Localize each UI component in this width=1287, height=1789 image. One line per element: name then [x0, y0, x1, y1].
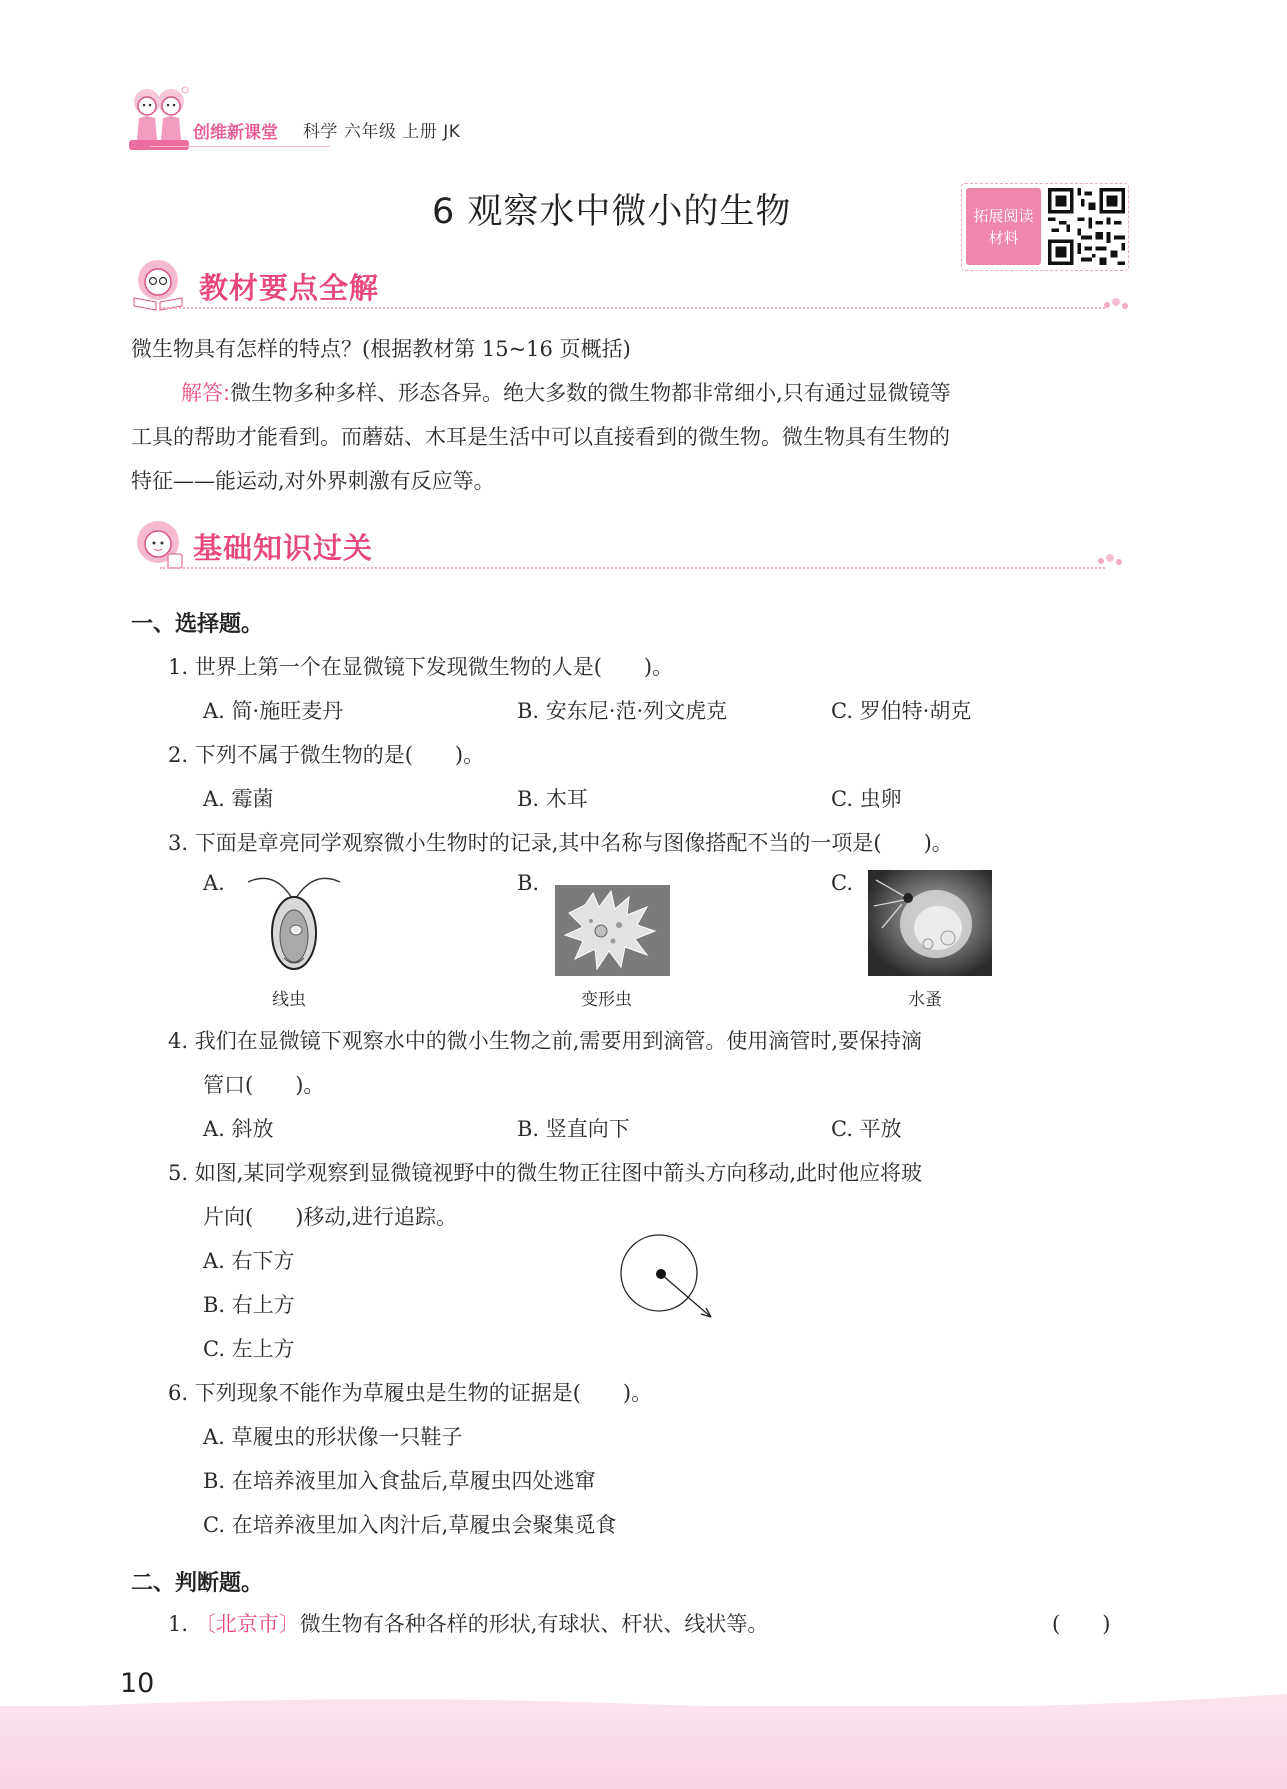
question-3-stem: 3. 下面是章亮同学观察微小生物时的记录,其中名称与图像搭配不当的一项是( )。 — [168, 831, 953, 855]
book-info: 科学 六年级 上册 JK — [303, 122, 461, 142]
judgment-1-answer-bracket: ( ) — [1052, 1612, 1111, 1636]
ext-label-line2: 材料 — [988, 228, 1019, 247]
question-4-stem-line2: 管口( )。 — [203, 1073, 325, 1097]
amoeba-image — [555, 885, 670, 976]
kids-logo-icon — [127, 84, 191, 154]
caption-nematode: 线虫 — [272, 990, 306, 1010]
judgment-1-number: 1. — [168, 1612, 189, 1636]
q6-option-c: C. 在培养液里加入肉汁后,草履虫会聚集觅食 — [203, 1513, 617, 1537]
q5-option-b: B. 右上方 — [203, 1293, 295, 1317]
q1-option-b: B. 安东尼·范·列文虎克 — [517, 699, 728, 723]
dots-decoration-icon — [1097, 554, 1127, 568]
q4-option-c: C. 平放 — [831, 1117, 902, 1141]
section-divider — [160, 307, 1105, 309]
question-6-stem: 6. 下列现象不能作为草履虫是生物的证据是( )。 — [168, 1381, 653, 1405]
q3-option-b: B. — [517, 871, 540, 895]
section-divider — [160, 567, 1105, 569]
q3-option-c: C. — [831, 871, 853, 895]
question-2-stem: 2. 下列不属于微生物的是( )。 — [168, 743, 485, 767]
page-number: 10 — [120, 1668, 155, 1699]
answer-label: 解答: — [181, 381, 231, 405]
question-5-stem-line2: 片向( )移动,进行追踪。 — [203, 1205, 458, 1229]
qr-code-icon[interactable] — [1048, 188, 1125, 265]
question-5-stem-line1: 5. 如图,某同学观察到显微镜视野中的微生物正往图中箭头方向移动,此时他应将玻 — [168, 1161, 923, 1185]
q4-option-a: A. 斜放 — [203, 1117, 274, 1141]
q6-option-a: A. 草履虫的形状像一只鞋子 — [203, 1425, 463, 1449]
question-4-stem-line1: 4. 我们在显微镜下观察水中的微小生物之前,需要用到滴管。使用滴管时,要保持滴 — [168, 1029, 923, 1053]
q1-option-c: C. 罗伯特·胡克 — [831, 699, 972, 723]
reading-kid-icon — [128, 258, 186, 312]
q1-option-a: A. 简·施旺麦丹 — [203, 699, 344, 723]
caption-amoeba: 变形虫 — [581, 990, 632, 1010]
judgment-1-text: 微生物有各种各样的形状,有球状、杆状、线状等。 — [299, 1612, 769, 1636]
caption-water-flea: 水蚤 — [908, 990, 942, 1010]
header-divider — [150, 146, 330, 147]
q4-option-b: B. 竖直向下 — [517, 1117, 630, 1141]
part-heading-choice: 一、选择题。 — [131, 612, 264, 637]
q2-option-c: C. 虫卵 — [831, 787, 902, 811]
part-heading-judgment: 二、判断题。 — [131, 1571, 264, 1596]
microscope-field-diagram — [614, 1232, 724, 1324]
answer-line-3: 特征——能运动,对外界刺激有反应等。 — [131, 469, 495, 493]
question-1-stem: 1. 世界上第一个在显微镜下发现微生物的人是( )。 — [168, 655, 674, 679]
footer-band — [0, 1706, 1287, 1789]
answer-text-1: 微生物多种多样、形态各异。绝大多数的微生物都非常细小,只有通过显微镜等 — [230, 381, 951, 405]
q3-option-a: A. — [203, 871, 225, 895]
extended-reading-label[interactable] — [966, 188, 1041, 265]
judgment-1 — [168, 1608, 768, 1638]
key-question: 微生物具有怎样的特点？(根据教材第 15~16 页概括) — [131, 337, 631, 361]
brand-name: 创维新课堂 — [193, 123, 278, 143]
q5-option-c: C. 左上方 — [203, 1337, 295, 1361]
answer-line-1 — [181, 377, 951, 407]
dots-decoration-icon — [1103, 298, 1133, 312]
q2-option-b: B. 木耳 — [517, 787, 588, 811]
page-title: 6 观察水中微小的生物 — [432, 192, 792, 232]
q6-option-b: B. 在培养液里加入食盐后,草履虫四处逃窜 — [203, 1469, 596, 1493]
region-tag: 〔北京市〕 — [194, 1612, 300, 1636]
q5-option-a: A. 右下方 — [203, 1249, 295, 1273]
thinking-kid-icon — [128, 518, 186, 572]
water-flea-image — [868, 870, 992, 976]
nematode-image — [244, 868, 344, 978]
answer-line-2: 工具的帮助才能看到。而蘑菇、木耳是生活中可以直接看到的微生物。微生物具有生物的 — [131, 425, 950, 449]
q2-option-a: A. 霉菌 — [203, 787, 274, 811]
section-title-basic-knowledge: 基础知识过关 — [193, 531, 374, 565]
ext-label-line1: 拓展阅读 — [973, 206, 1034, 225]
section-title-key-points: 教材要点全解 — [199, 271, 380, 305]
